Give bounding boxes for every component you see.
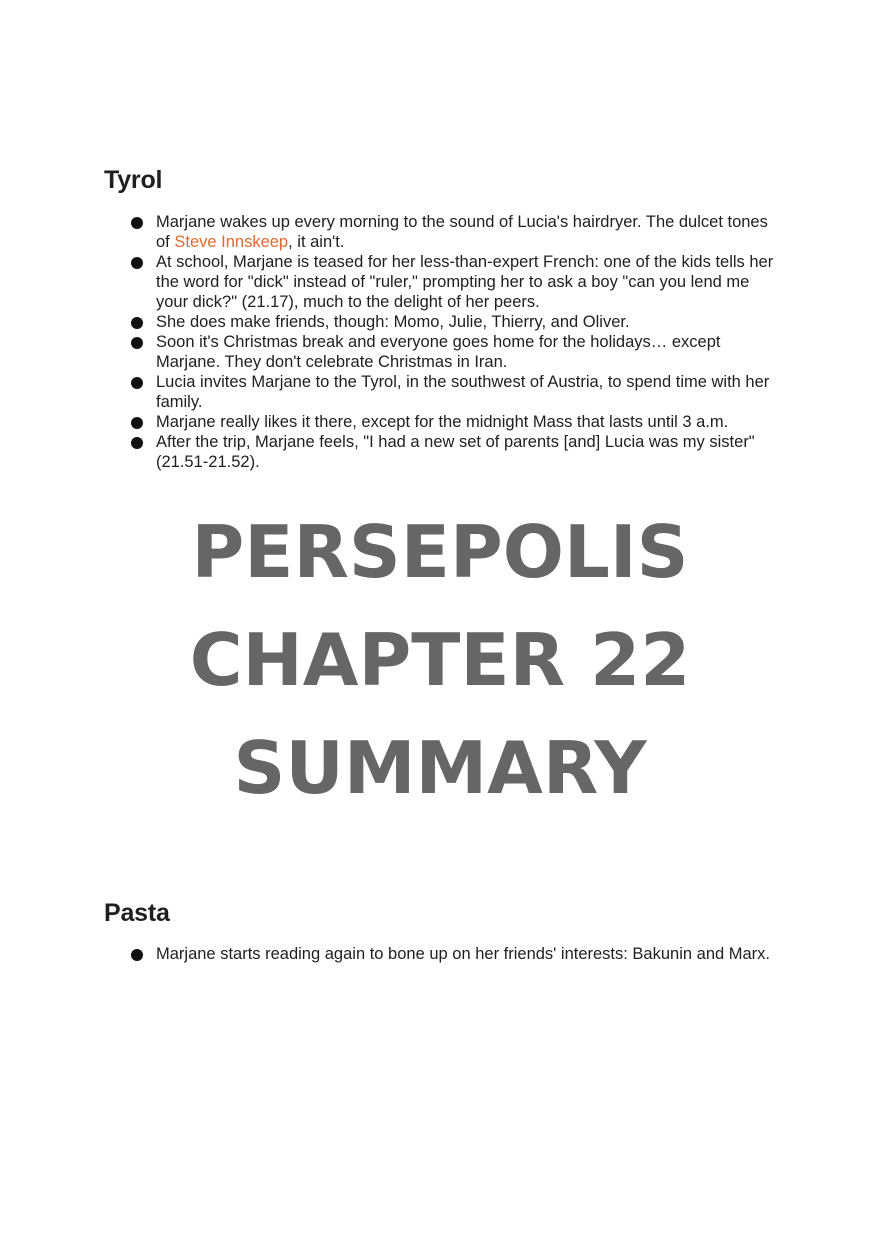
section-heading-tyrol: Tyrol	[104, 166, 163, 194]
list-item: After the trip, Marjane feels, "I had a new set of parents [and] Lucia was my sister" (21.51-21.52).	[156, 432, 786, 472]
bullet-icon	[131, 337, 143, 349]
list-item: Marjane starts reading again to bone up on her friends' interests: Bakunin and Marx.	[156, 944, 786, 964]
bullet-icon	[131, 317, 143, 329]
bullet-icon	[131, 417, 143, 429]
bullet-icon	[131, 257, 143, 269]
watermark-line-1: PERSEPOLIS	[191, 510, 689, 594]
bullet-icon	[131, 377, 143, 389]
bullet-list-pasta	[156, 944, 786, 964]
watermark-line-3: SUMMARY	[233, 726, 647, 810]
list-item: Marjane wakes up every morning to the sound of Lucia's hairdryer. The dulcet tones of Steve Innskeep, it ain't.	[156, 212, 786, 252]
bullet-icon	[131, 949, 143, 961]
section-heading-pasta: Pasta	[104, 899, 170, 927]
list-item: Soon it's Christmas break and everyone goes home for the holidays… except Marjane. They don't celebrate Christmas in Iran.	[156, 332, 786, 372]
list-item: Marjane really likes it there, except for the midnight Mass that lasts until 3 a.m.	[156, 412, 786, 432]
list-item: She does make friends, though: Momo, Julie, Thierry, and Oliver.	[156, 312, 786, 332]
bullet-list-tyrol	[156, 212, 786, 472]
list-item: Lucia invites Marjane to the Tyrol, in the southwest of Austria, to spend time with her family.	[156, 372, 786, 412]
bullet-icon	[131, 217, 143, 229]
bullet-icon	[131, 437, 143, 449]
steve-innskeep-link[interactable]: Steve Innskeep	[174, 233, 289, 251]
title-watermark	[0, 498, 880, 822]
watermark-line-2: CHAPTER 22	[189, 618, 691, 702]
list-item: At school, Marjane is teased for her less-than-expert French: one of the kids tells her the word for "dick" instead of "ruler," prompting her to ask a boy "can you lend me your dick?" (21.17), much to the delight of her peers.	[156, 252, 786, 312]
